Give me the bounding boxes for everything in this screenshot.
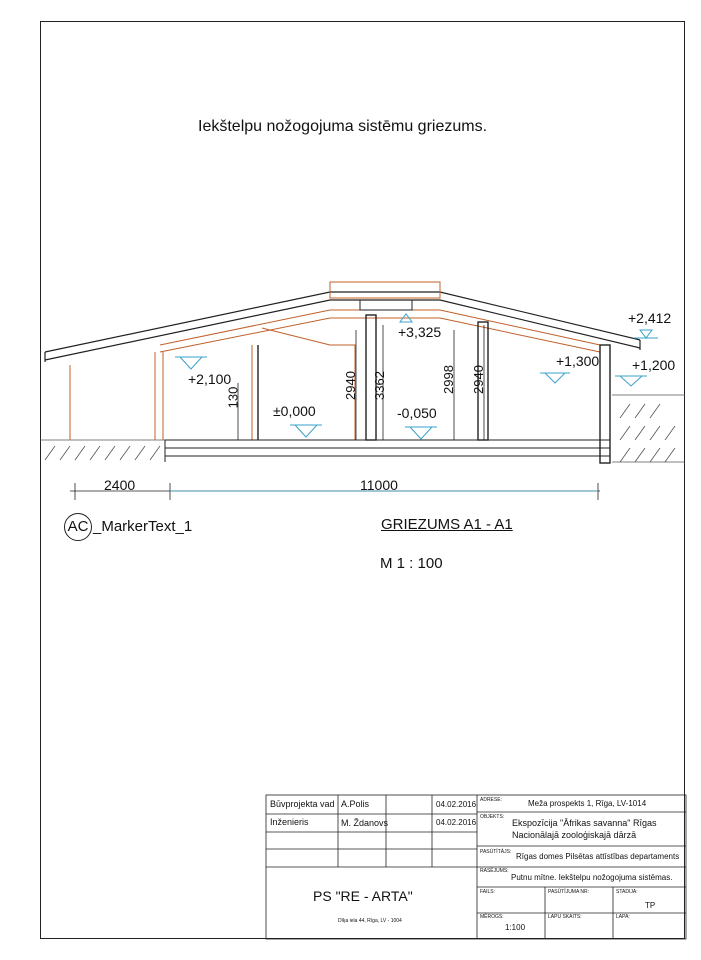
tb-name-2: M. Ždanovs [341,818,389,828]
tb-date-2: 04.02.2016 [436,818,477,827]
tb-firm-address: Dīķa iela 44, Rīga, LV - 1004 [338,918,402,924]
marker-text: _MarkerText_1 [93,518,193,535]
dim-2940-right: 2940 [470,365,486,394]
tb-pasut-nr-label: PASŪTĪJUMA NR: [548,889,590,895]
level-1200: +1,200 [632,357,676,373]
dim-130: 130 [225,386,241,409]
tb-pasutitajs-label: PASŪTĪTĀJS: [480,849,512,855]
drawing-title: Iekštelpu nožogojuma sistēmu griezums. [198,118,488,135]
tb-role-1: Būvprojekta vad [270,799,335,809]
level-2412: +2,412 [628,310,672,326]
level-minus-0050: -0,050 [397,405,437,421]
tb-adrese: Meža prospekts 1, Rīga, LV-1014 [528,799,647,808]
level-0000: ±0,000 [273,403,316,419]
tb-role-2: Inženieris [270,817,309,827]
tb-lapu-skaits-label: LAPU SKAITS: [548,914,582,920]
drawing-scale: M 1 : 100 [380,555,443,572]
tb-fails-label: FAILS: [480,889,496,895]
tb-firm: PS "RE - ARTA" [313,888,413,904]
tb-objekts-label: OBJEKTS: [480,814,505,820]
tb-rasejums: Putnu mītne. Iekštelpu nožogojuma sistēmas. [511,873,673,882]
tb-stadija-label: STADIJA: [616,889,638,895]
tb-adrese-label: ADRESE: [480,797,502,803]
tb-merogs: 1:100 [505,923,526,932]
dim-2998: 2998 [440,365,456,394]
section-title: GRIEZUMS A1 - A1 [381,516,513,533]
marker-circle: AC [64,513,92,541]
tb-objekts-line1: Ekspozīcija "Āfrikas savanna" Rīgas [512,818,657,828]
level-2100: +2,100 [188,371,232,387]
tb-pasutitajs: Rīgas domes Pilsētas attīstības departaments [516,852,680,861]
level-1300: +1,300 [556,353,600,369]
dim-2940-left: 2940 [342,371,358,400]
tb-rasejums-label: RASĒJUMS: [480,868,509,874]
dim-11000: 11000 [360,477,398,493]
dim-2400: 2400 [104,477,136,493]
tb-merogs-label: MĒROGS: [480,914,504,920]
tb-name-1: A.Polis [341,799,370,809]
tb-stadija: TP [645,901,656,910]
tb-lapa-label: LAPA: [616,914,630,920]
level-3325: +3,325 [398,324,442,340]
tb-date-1: 04.02.2016 [436,800,477,809]
tb-objekts-line2: Nacionālajā zooloģiskajā dārzā [512,830,637,840]
dim-3362: 3362 [371,371,387,400]
